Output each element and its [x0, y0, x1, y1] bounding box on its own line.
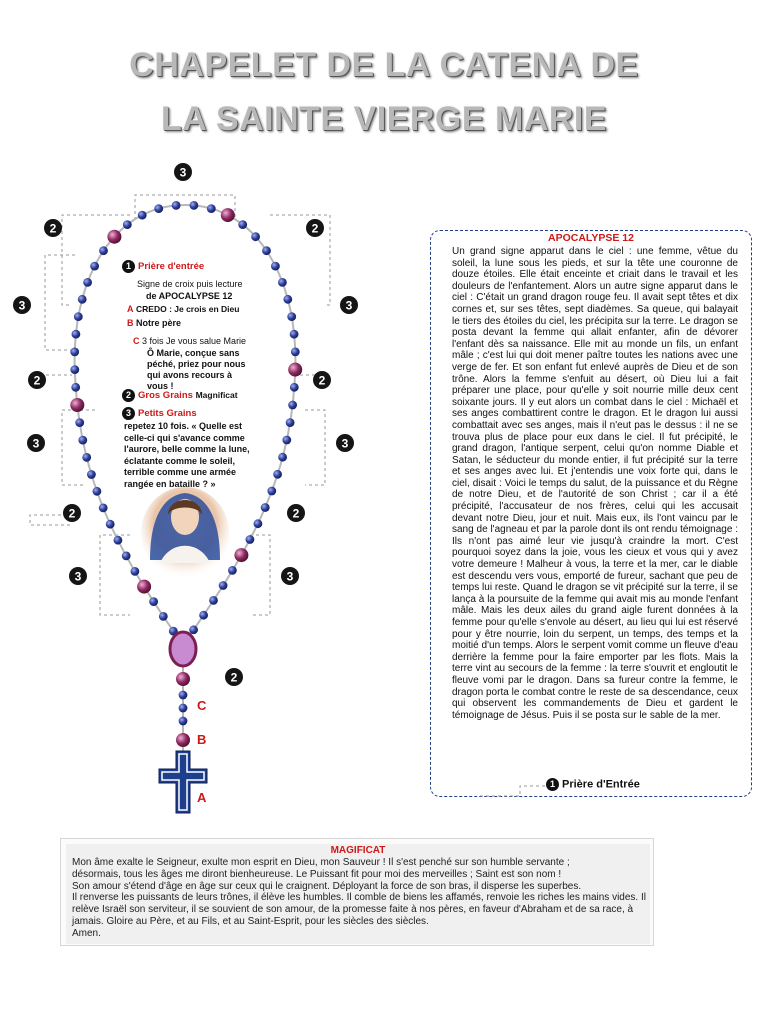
- pendant-small-bead: [179, 717, 188, 726]
- priere-entree-title: Prière d'entrée: [138, 261, 205, 273]
- marker-2: [44, 219, 62, 237]
- marker-2: [225, 668, 243, 686]
- o-marie-text: Ô Marie, conçue sans péché, priez pour nous qui avons recours à vous !: [147, 348, 246, 391]
- marker-2: [63, 504, 81, 522]
- small-bead: [273, 470, 282, 479]
- signe-croix-text: Signe de croix puis lecture: [137, 279, 243, 289]
- magnificat-line: Amen.: [72, 927, 101, 939]
- big-bead: [70, 398, 84, 412]
- small-bead: [82, 453, 91, 462]
- small-bead: [149, 597, 158, 606]
- small-bead: [282, 436, 291, 445]
- small-bead: [70, 348, 79, 357]
- marker-3: [340, 296, 358, 314]
- priere-entree-footer: [546, 778, 640, 791]
- small-bead: [267, 487, 276, 496]
- pendant-small-bead: [179, 691, 188, 700]
- center-medal: [170, 632, 196, 666]
- gros-grains-text: Magnificat: [195, 390, 238, 401]
- marker-2: [306, 219, 324, 237]
- small-bead: [209, 596, 218, 605]
- small-bead: [288, 401, 297, 410]
- salue-marie-letter: C: [133, 336, 140, 346]
- small-bead: [261, 503, 270, 512]
- marker-number: 3: [179, 165, 187, 180]
- small-bead: [228, 566, 237, 575]
- big-bead: [234, 548, 248, 562]
- marker-number: 3: [345, 298, 353, 313]
- small-bead: [189, 625, 198, 634]
- small-bead: [138, 211, 147, 220]
- marker-3: [336, 434, 354, 452]
- small-bead: [75, 418, 84, 427]
- marker-2: [313, 371, 331, 389]
- small-bead: [287, 312, 296, 321]
- small-bead: [78, 436, 87, 445]
- small-bead: [74, 312, 83, 321]
- small-bead: [131, 567, 140, 576]
- small-bead: [122, 552, 131, 561]
- priere-entree-heading: [122, 260, 204, 273]
- marker-number: 2: [68, 506, 76, 521]
- marker-number: 2: [49, 221, 57, 236]
- pendant-big-bead: [176, 733, 190, 747]
- marker-number: 3: [32, 436, 40, 451]
- salue-marie-line: [133, 335, 246, 347]
- marker-number: 2: [230, 670, 238, 685]
- petits-grains-title: Petits Grains: [138, 408, 197, 420]
- small-bead: [159, 612, 168, 621]
- small-bead: [286, 418, 295, 427]
- apocalypse-footer-connector: [480, 782, 550, 802]
- small-bead: [87, 470, 96, 479]
- gros-grains-title: Gros Grains: [138, 390, 193, 402]
- step-2-icon: 2: [122, 389, 135, 402]
- small-bead: [83, 278, 92, 287]
- notre-pere-text: Notre père: [136, 318, 182, 328]
- big-bead: [107, 230, 121, 244]
- small-bead: [190, 201, 199, 210]
- marker-number: 2: [292, 506, 300, 521]
- marker-3: [174, 163, 192, 181]
- small-bead: [71, 383, 80, 392]
- marker-2: [28, 371, 46, 389]
- pendant-small-bead: [179, 704, 188, 713]
- marker-3: [69, 567, 87, 585]
- small-bead: [99, 504, 108, 513]
- small-bead: [99, 246, 108, 255]
- page-title-line-1: CHAPELET DE LA CATENA DE: [129, 46, 639, 84]
- small-bead: [207, 204, 216, 213]
- marker-3: [13, 296, 31, 314]
- small-bead: [271, 262, 280, 271]
- petits-grains-text: repetez 10 fois. « Quelle est celle-ci qui s'avance comme l'aurore, belle comme la lune, éclatante comme le soleil, terrible comme une armée rangée en bataille ? »: [124, 421, 250, 489]
- small-bead: [106, 520, 115, 529]
- footer-step-1-icon: 1: [546, 778, 559, 791]
- marker-number: 3: [341, 436, 349, 451]
- marker-3: [281, 567, 299, 585]
- petits-grains-heading: [122, 407, 197, 420]
- small-bead: [123, 220, 132, 229]
- small-bead: [254, 519, 263, 528]
- notre-pere-line: [127, 317, 181, 329]
- small-bead: [72, 330, 81, 339]
- small-bead: [290, 383, 299, 392]
- small-bead: [78, 295, 87, 304]
- magnificat-line: Il renverse les puissants de leurs trônes, il élève les humbles. Il comble de biens les affamés, renvoie les riches les mains vides. Il relève Israël son serviteur, il se souvient de son amour, de la promesse faite à nos pères, en faveur d'Abraham et de sa race, à jamais. Gloire au Père, et au Fils, et au Saint-Esprit, pour les siècles des siècles.: [72, 892, 646, 927]
- magnificat-line: Mon âme exalte le Seigneur, exulte mon esprit en Dieu, mon Sauveur ! Il s'est penché sur son humble servante ;: [72, 857, 570, 868]
- small-bead: [290, 330, 299, 339]
- small-bead: [278, 278, 287, 287]
- priere-entree-footer-label: Prière d'Entrée: [562, 778, 640, 791]
- mary-image: [141, 487, 229, 579]
- small-bead: [262, 246, 271, 255]
- magnificat-line: Son amour s'étend d'âge en âge sur ceux qui le craignent. Déployant la force de son bras, il disperse les superbes.: [72, 880, 582, 892]
- salue-marie-text: 3 fois Je vous salue Marie: [142, 336, 247, 346]
- small-bead: [154, 204, 163, 213]
- credo-letter: A: [127, 304, 134, 314]
- page-title-line-2: LA SAINTE VIERGE MARIE: [160, 100, 608, 138]
- pendant-big-bead: [176, 672, 190, 686]
- marker-number: 3: [286, 569, 294, 584]
- small-bead: [114, 536, 123, 545]
- small-bead: [238, 220, 247, 229]
- small-bead: [219, 581, 228, 590]
- small-bead: [278, 453, 287, 462]
- notre-pere-letter: B: [127, 318, 134, 328]
- magnificat-text: [72, 857, 648, 940]
- small-bead: [70, 365, 79, 374]
- big-bead: [288, 363, 302, 377]
- small-bead: [93, 487, 102, 496]
- magnificat-line: désormais, tous les âges me diront bienheureuse. Le Puissant fit pour moi des merveilles ; Saint est son nom !: [72, 868, 562, 880]
- big-bead: [221, 208, 235, 222]
- step-1-icon: 1: [122, 260, 135, 273]
- marker-number: 2: [311, 221, 319, 236]
- big-bead: [137, 580, 151, 594]
- apocalypse-text: Un grand signe apparut dans le ciel : une femme, vêtue du soleil, la lune sous les pieds, et sur la tête une couronne de douze étoiles. Elle était enceinte et criait dans le travail et les douleurs de l'enfantement. Alors un autre signe apparut dans le ciel : C'était un grand dragon rouge feu. Il avait sept têtes et dix cornes et, sur ses têtes, sept diadèmes. Sa queue, qui balayait le tiers des étoiles du ciel, les précipita sur la terre. Le dragon se posta devant la femme qui allait enfanter, afin de dévorer l'enfant dès sa naissance. Elle mit au monde un fils, un enfant mâle ; c'est lui qui doit mener paître toutes les nations avec une verge de fer. Et son enfant fut enlevé auprès de Dieu et de son trône. Alors la femme s'enfuit au désert, où Dieu lui a fait préparer une place, pour qu'elle y soit nourrie mille deux cent soixante jours. Il y eut alors un combat dans le ciel : Michaël et ses anges combattirent contre le dragon. Et le dragon lui aussi combattait avec ses anges, mais il n'eut pas le dessus : il ne se trouva plus de place pour eux dans le ciel. Il fut précipité, le grand dragon, l'antique serpent, celui qu'on nomme Diable et Satan, le séducteur du monde entier, il fut précipité sur la terre et ses anges avec lui. Et j'entendis une voix forte qui, dans le ciel, disait : Voici le temps du salut, de la puissance et du Règne de notre Dieu, et de l'autorité de son Christ ; car il a été précipité, l'accusateur de nos frères, celui qui les accusait devant notre Dieu, jour et nuit. Mais eux, ils l'ont vaincu par le sang de l'agneau et par la parole dont ils ont rendu témoignage : Ils n'ont pas aimé leur vie jusqu'à craindre la mort. C'est pourquoi soyez dans la joie, vous les cieux et vous qui y avez votre demeure ! Malheur à vous, la terre et la mer, car le diable est descendu vers vous, emporté de fureur, sachant que peu de temps lui reste. Quand le dragon se vit précipité sur la terre, il se lança à la poursuite de la femme qui avait mis au monde l'enfant mâle. Mais les deux ailes du grand aigle furent données à la femme pour qu'elle s'envole au désert, au lieu qui lui est réservé pour y être nourrie, loin du serpent, un temps, des temps et la moitié d'un temps. Alors le serpent vomit comme un fleuve d'eau derrière la femme pour la faire emporter par les flots. Mais la terre vint au secours de la femme : la terre s'ouvrit et engloutit le fleuve vomi par le dragon. Dans sa fureur contre la femme, le dragon porta le combat contre le reste de sa descendance, ceux qui observent les commandements de Dieu et gardent le témoignage de Jésus. Puis il se posta sur le sable de la mer.: [452, 246, 738, 721]
- small-bead: [283, 295, 292, 304]
- gros-grains-line: [122, 389, 238, 402]
- credo-line: [127, 303, 239, 315]
- small-bead: [199, 611, 208, 620]
- marker-number: 3: [18, 298, 26, 313]
- small-bead: [291, 348, 300, 357]
- apocalypse-ref-text: de APOCALYPSE 12: [146, 291, 233, 301]
- marker-2: [287, 504, 305, 522]
- marker-c: C: [197, 698, 207, 713]
- small-bead: [251, 232, 260, 241]
- marker-b: B: [197, 732, 207, 747]
- marker-number: 2: [318, 373, 326, 388]
- marker-a: A: [197, 790, 207, 805]
- step-3-icon: 3: [122, 407, 135, 420]
- small-bead: [90, 262, 99, 271]
- small-bead: [172, 201, 181, 210]
- credo-text: CREDO : Je crois en Dieu: [136, 304, 240, 314]
- marker-number: 2: [33, 373, 41, 388]
- marker-number: 3: [74, 569, 82, 584]
- apocalypse-title: APOCALYPSE 12: [548, 232, 634, 244]
- magnificat-title: MAGIFICAT: [330, 845, 386, 856]
- small-bead: [246, 535, 255, 544]
- marker-3: [27, 434, 45, 452]
